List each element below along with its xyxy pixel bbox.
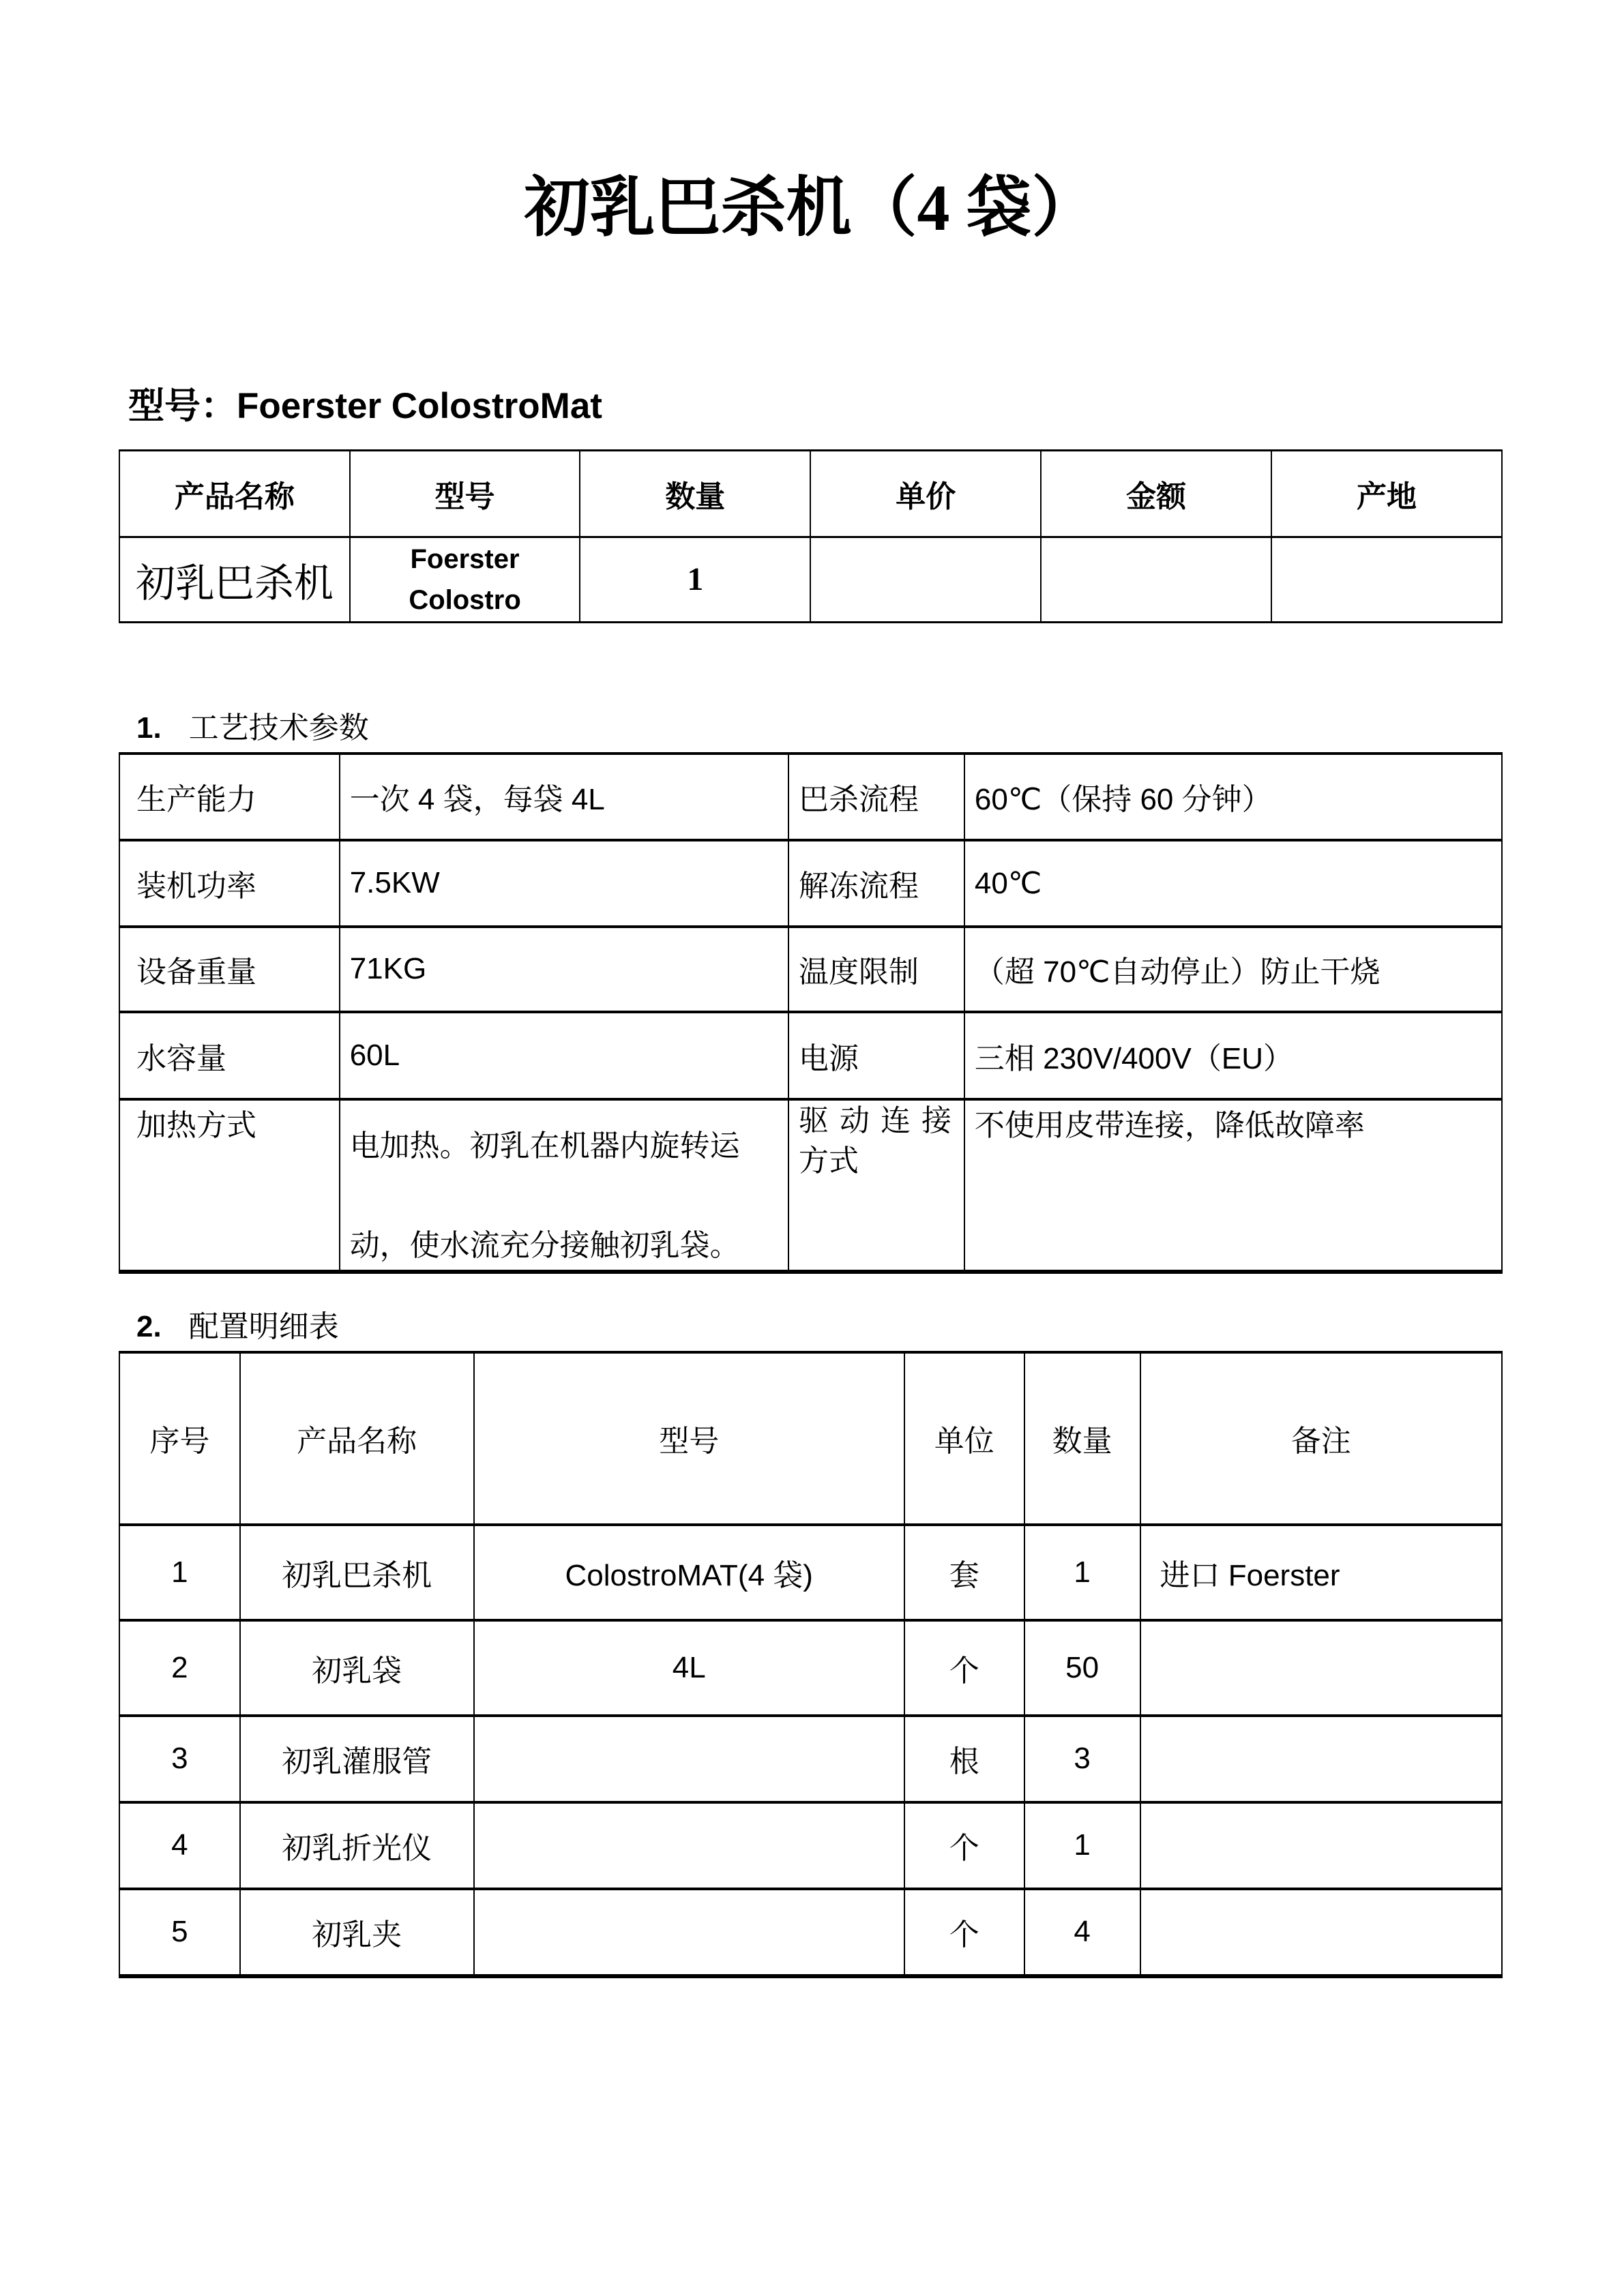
section-1-title: 工艺技术参数 <box>188 711 369 745</box>
cell-config-name: 初乳折光仪 <box>240 1802 474 1889</box>
spec-value-temp-limit: （超 70℃自动停止）防止干烧 <box>964 927 1502 1012</box>
header-origin: 产地 <box>1271 450 1502 537</box>
spec-label-pasteurize: 巴杀流程 <box>788 754 964 840</box>
header-remark: 备注 <box>1140 1352 1502 1525</box>
config-row-5 <box>119 1889 1502 1976</box>
cell-config-qty: 4 <box>1024 1889 1140 1976</box>
cell-config-name: 初乳灌服管 <box>240 1716 474 1802</box>
model-label: 型号： <box>128 387 237 427</box>
spec-row-heating <box>119 1099 1502 1272</box>
header-amount: 金额 <box>1041 450 1271 537</box>
spec-table <box>119 752 1503 1274</box>
cell-remark <box>1140 1802 1502 1889</box>
header-unit-price: 单价 <box>810 450 1041 537</box>
cell-model-line1: Foerster <box>410 543 520 574</box>
cell-remark <box>1140 1889 1502 1976</box>
config-row-3 <box>119 1716 1502 1802</box>
cell-serial: 5 <box>119 1889 240 1976</box>
spec-value-thaw: 40℃ <box>964 840 1502 927</box>
cell-unit: 个 <box>904 1620 1024 1716</box>
header-product-name: 产品名称 <box>119 450 350 537</box>
header-config-model: 型号 <box>474 1352 904 1525</box>
header-serial: 序号 <box>119 1352 240 1525</box>
section-2-title: 配置明细表 <box>188 1309 339 1343</box>
spec-label-weight: 设备重量 <box>119 927 340 1012</box>
cell-config-name: 初乳巴杀机 <box>240 1525 474 1620</box>
cell-config-name: 初乳夹 <box>240 1889 474 1976</box>
cell-config-qty: 1 <box>1024 1802 1140 1889</box>
spec-label-drive-line2: 方式 <box>799 1144 859 1178</box>
spec-value-heating <box>340 1099 788 1272</box>
spec-value-weight: 71KG <box>340 927 788 1012</box>
spec-label-temp-limit: 温度限制 <box>788 927 964 1012</box>
spec-row-capacity <box>119 754 1502 840</box>
doc-title: 初乳巴杀机（4 袋） <box>524 171 1097 244</box>
product-summary-table <box>119 449 1503 623</box>
cell-origin <box>1271 537 1502 622</box>
cell-remark: 进口 Foerster <box>1140 1525 1502 1620</box>
cell-serial: 2 <box>119 1620 240 1716</box>
spec-value-drive: 不使用皮带连接，降低故障率 <box>964 1099 1502 1272</box>
spec-label-drive <box>788 1099 964 1272</box>
spec-label-heating: 加热方式 <box>119 1099 340 1272</box>
cell-serial: 1 <box>119 1525 240 1620</box>
spec-label-power: 装机功率 <box>119 840 340 927</box>
config-row-1 <box>119 1525 1502 1620</box>
cell-remark <box>1140 1620 1502 1716</box>
cell-serial: 4 <box>119 1802 240 1889</box>
product-table-row <box>119 537 1502 622</box>
cell-amount <box>1041 537 1271 622</box>
header-unit: 单位 <box>904 1352 1024 1525</box>
product-table-header-row <box>119 450 1502 537</box>
spec-label-drive-line1: 驱动连接 <box>799 1103 963 1137</box>
spec-value-heating-line1: 电加热。初乳在机器内旋转运 <box>349 1129 740 1163</box>
cell-model <box>350 537 580 622</box>
cell-config-name: 初乳袋 <box>240 1620 474 1716</box>
cell-config-model <box>474 1802 904 1889</box>
spec-value-water: 60L <box>340 1012 788 1099</box>
header-model: 型号 <box>350 450 580 537</box>
spec-label-thaw: 解冻流程 <box>788 840 964 927</box>
spec-value-heating-line2: 动，使水流充分接触初乳袋。 <box>349 1228 740 1262</box>
cell-config-model <box>474 1716 904 1802</box>
cell-config-model: 4L <box>474 1620 904 1716</box>
cell-model-line2: Colostro <box>409 584 521 615</box>
cell-config-model <box>474 1889 904 1976</box>
spec-value-pasteurize: 60℃（保持 60 分钟） <box>964 754 1502 840</box>
spec-value-power: 7.5KW <box>340 840 788 927</box>
model-value: Foerster ColostroMat <box>237 386 602 427</box>
cell-quantity: 1 <box>580 537 810 622</box>
cell-config-qty: 1 <box>1024 1525 1140 1620</box>
spec-label-capacity: 生产能力 <box>119 754 340 840</box>
header-config-qty: 数量 <box>1024 1352 1140 1525</box>
config-table <box>119 1351 1503 1978</box>
spec-value-power-supply: 三相 230V/400V（EU） <box>964 1012 1502 1099</box>
model-line <box>128 385 1503 429</box>
spec-label-water: 水容量 <box>119 1012 340 1099</box>
config-row-4 <box>119 1802 1502 1889</box>
section-1-heading <box>136 711 1503 747</box>
header-config-name: 产品名称 <box>240 1352 474 1525</box>
section-2-number: 2. <box>136 1309 162 1343</box>
config-table-header-row <box>119 1352 1502 1525</box>
cell-config-model: ColostroMAT(4 袋) <box>474 1525 904 1620</box>
spec-value-capacity: 一次 4 袋，每袋 4L <box>340 754 788 840</box>
cell-config-qty: 3 <box>1024 1716 1140 1802</box>
cell-unit-price <box>810 537 1041 622</box>
cell-unit: 根 <box>904 1716 1024 1802</box>
spec-label-power-supply: 电源 <box>788 1012 964 1099</box>
cell-remark <box>1140 1716 1502 1802</box>
cell-serial: 3 <box>119 1716 240 1802</box>
cell-unit: 套 <box>904 1525 1024 1620</box>
cell-unit: 个 <box>904 1889 1024 1976</box>
header-quantity: 数量 <box>580 450 810 537</box>
spec-row-power <box>119 840 1502 927</box>
section-2-heading <box>136 1309 1503 1345</box>
spec-row-water <box>119 1012 1502 1099</box>
section-1-number: 1. <box>136 711 162 745</box>
cell-product-name: 初乳巴杀机 <box>119 537 350 622</box>
cell-config-qty: 50 <box>1024 1620 1140 1716</box>
spec-row-weight <box>119 927 1502 1012</box>
cell-unit: 个 <box>904 1802 1024 1889</box>
config-row-2 <box>119 1620 1502 1716</box>
